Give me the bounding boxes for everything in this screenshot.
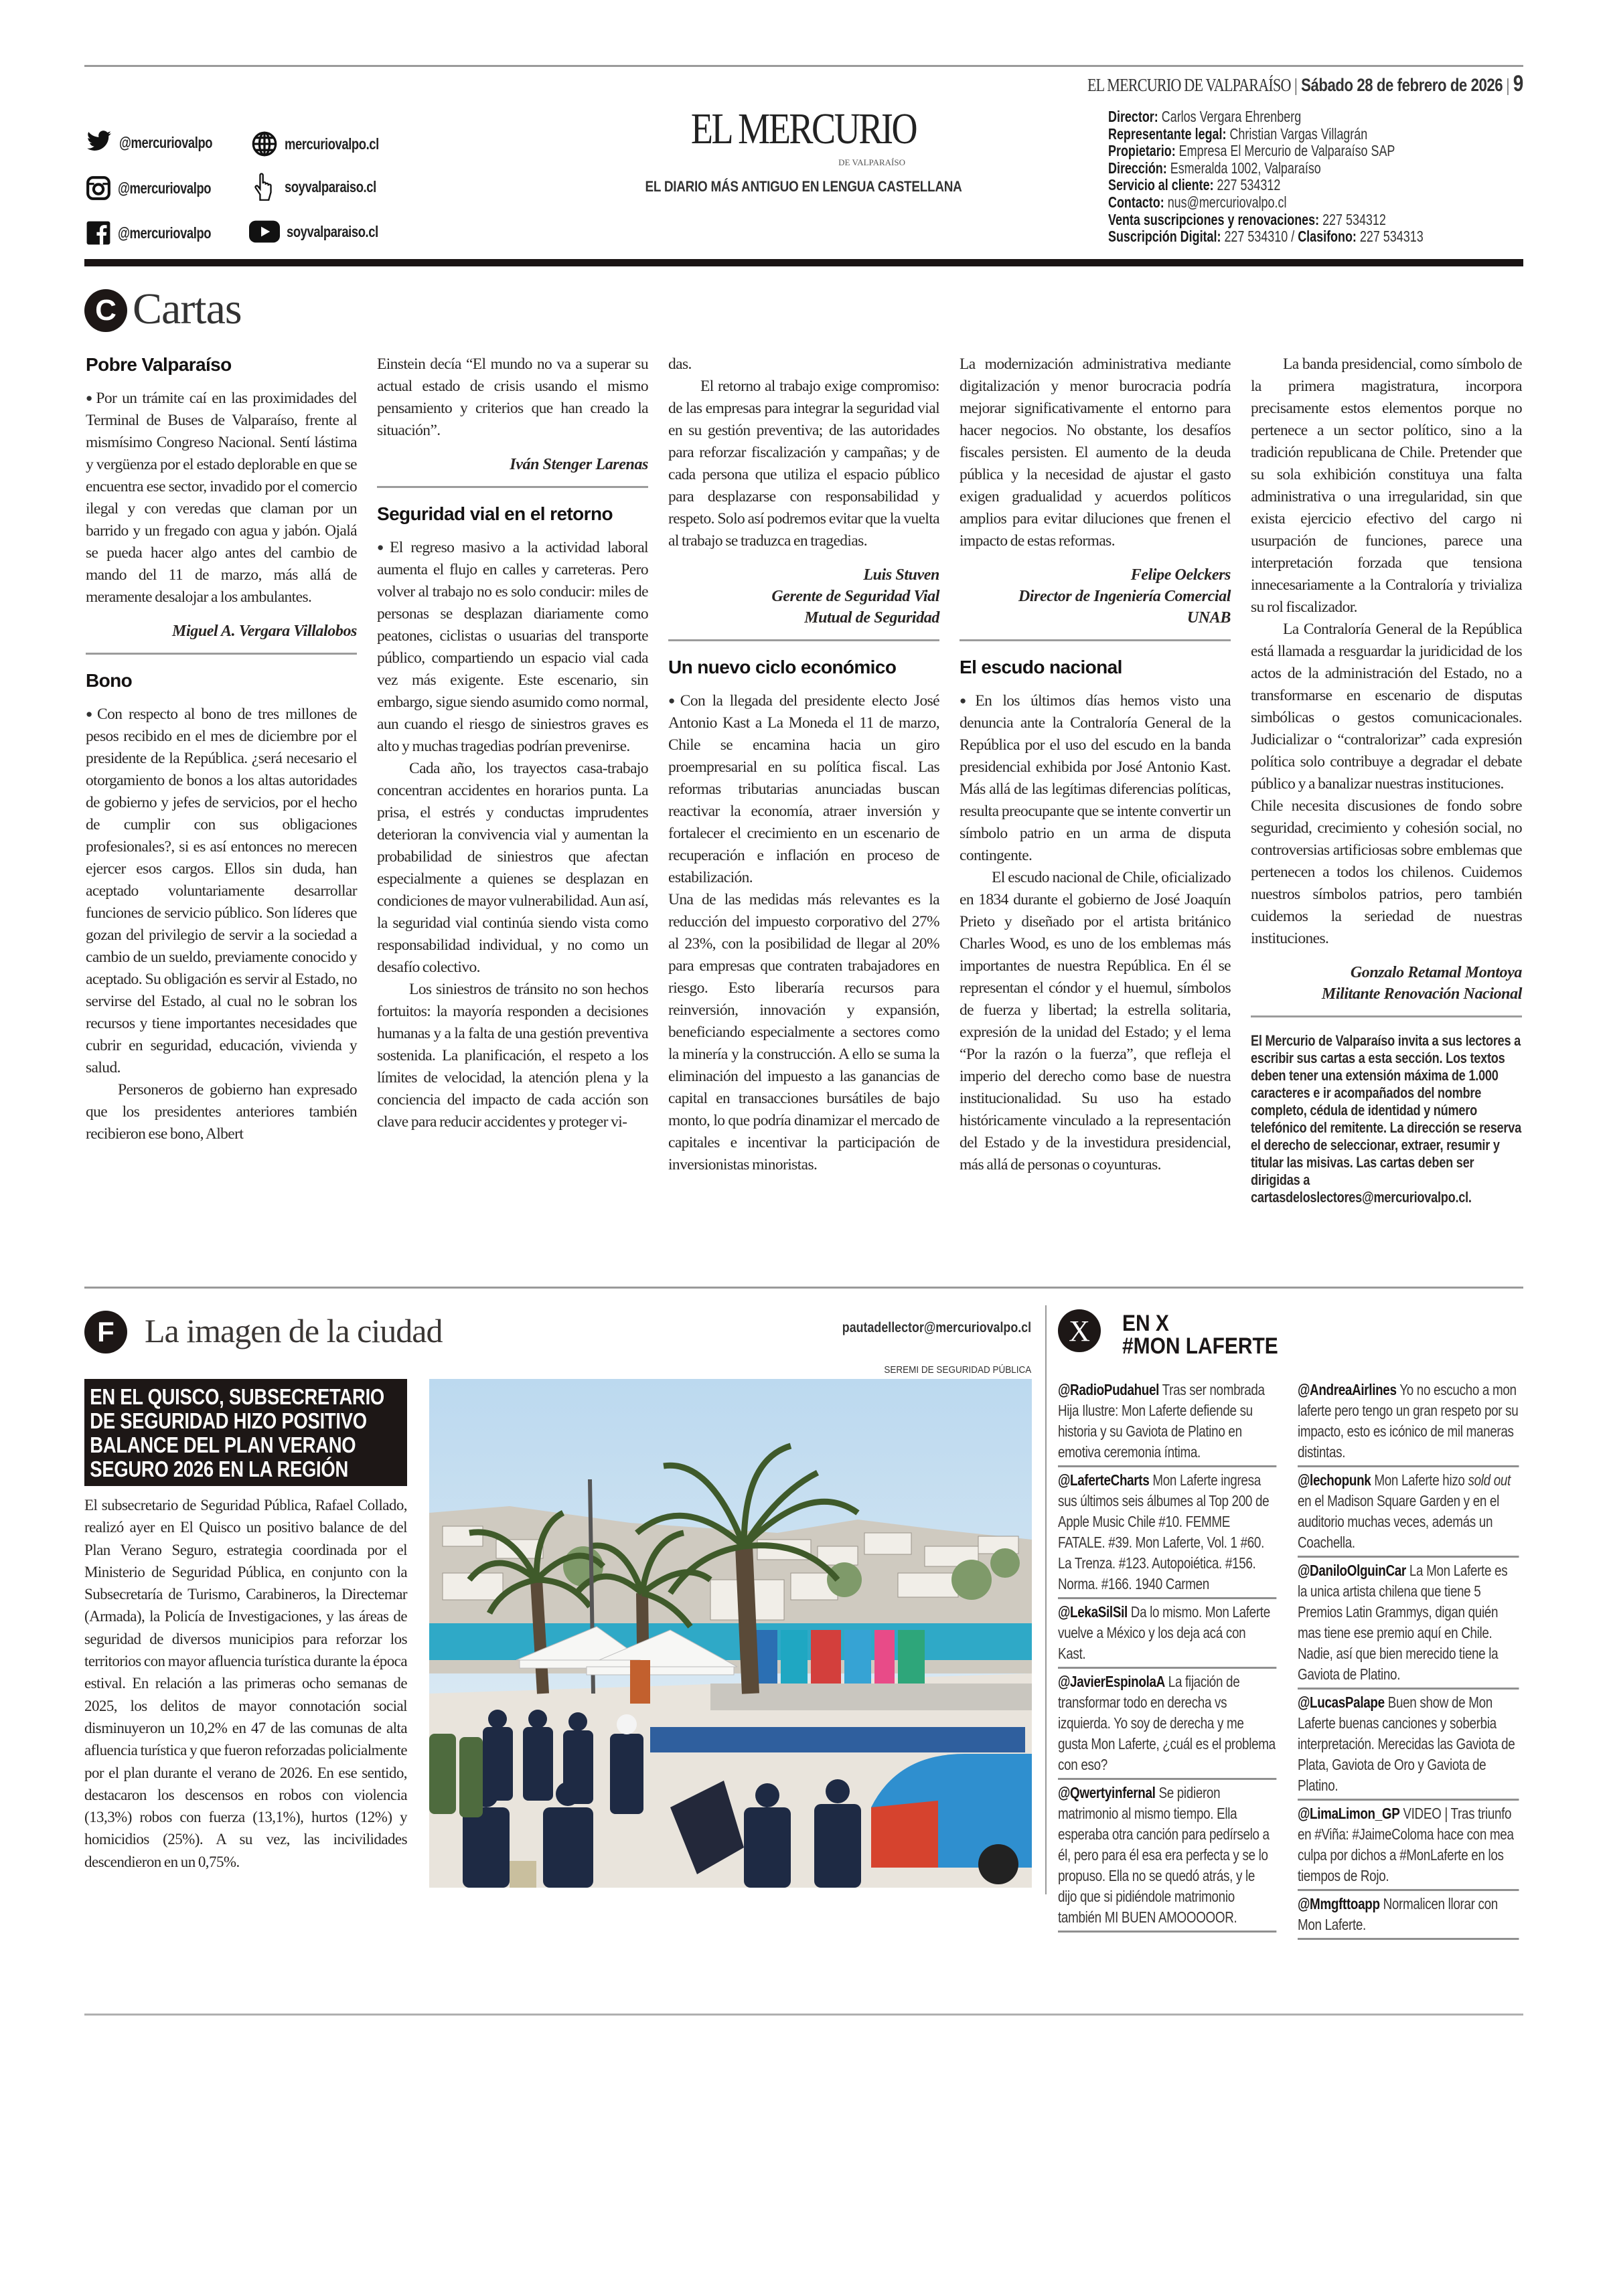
letter-paragraph: Los siniestros de tránsito no son hechos fortuitos: la mayoría responden a decisiones humanas y a la falta de una gestión preventiva sostenida. La planificación, el respeto a los límites de velocidad, la atención plena y la conciencia del impacto de cada acción son clave para reducir accidentes y proteger vi- bbox=[377, 981, 648, 1131]
paragraph-text: Por un trámite caí en las proximidades del Terminal de Buses de Valparaíso, frente al mismísimo Congreso Nacional. Sentí lástima y vergüenza por el estado deplorable en que se encuentra ese sector, invadido por el comercio ilegal y con veredas que claman por un barrido y un fregado con agua y jabón. Ojalá se pueda hacer algo antes del cambio de mando del 11 de marzo, más allá de meramente desalojar a los ambulantes. bbox=[86, 390, 357, 606]
letter-signature: Felipe Oelckers bbox=[1130, 566, 1231, 584]
paragraph-text: El regreso masivo a la actividad laboral aumenta el flujo en calles y carreteras. Pero volver al trabajo no es solo conducir: miles de personas se desplazan diariamente como peatones, ciclistas o usuarias del transporte público, compartiendo un espacio vial cada vez más exigente. Este escenario, sin embargo, sigue siendo asumido como normal, aun cuando el riesgo de siniestros graves es alto y muchas tragedias podrían prevenirse. bbox=[377, 539, 648, 755]
ciudad-photo bbox=[429, 1379, 1032, 1888]
letter-paragraph bbox=[960, 689, 1231, 867]
tweet-text: La fijación de transformar todo en derecha vs izquierda. Yo soy de derecha y me gusta Mon Laferte, ¿cuál es el problema con eso? bbox=[1058, 1673, 1276, 1773]
cartas-badge bbox=[84, 289, 127, 332]
letter-signature: Miguel A. Vergara Villalobos bbox=[172, 623, 357, 640]
tweet bbox=[1058, 1669, 1276, 1780]
photo-podium bbox=[630, 1660, 650, 1704]
letter-title: Pobre Valparaíso bbox=[86, 354, 232, 375]
tweet-text: Se pidieron matrimonio al mismo tiempo. Ella esperaba otra canción para pedírselo a él, pero para él esa era perfecta y se lo propuso. Ella no se quedó atrás, y le dijo que si pidiéndole matrimonio también MI BUEN AMOOOOOR. bbox=[1058, 1784, 1270, 1926]
staff-label: Propietario: bbox=[1108, 142, 1176, 160]
letter-divider bbox=[668, 639, 939, 641]
letter-title: Seguridad vial en el retorno bbox=[377, 503, 613, 524]
staff-line bbox=[1108, 160, 1474, 177]
tweets-column-1 bbox=[1058, 1377, 1276, 1933]
letter-paragraph: das. bbox=[668, 355, 692, 373]
letter-paragraph bbox=[86, 387, 357, 608]
page-number: 9 bbox=[1513, 71, 1523, 96]
letter-paragraph: Una de las medidas más relevantes es la reducción del impuesto corporativo del 27% al 23%, con la posibilidad de llegar al 20% para empresas que contraten trabajadores en riesgo. Esto liberaría recursos para reinversión, innovación y expansión, beneficiando especialmente a sectores como la minería y la construcción. A ello se suma la eliminación del impuesto a las ganancias de capital en transacciones bursátiles de bajo monto, lo que podría dinamizar el mercado de capitales e incentivar la participación de inversionistas minoristas. bbox=[668, 891, 939, 1173]
tweet-user[interactable]: @Qwertyinfernal bbox=[1058, 1784, 1156, 1801]
social-handle: soyvalparaiso.cl bbox=[287, 222, 378, 240]
section-divider bbox=[84, 1287, 1523, 1289]
logo-sub: DE VALPARAÍSO bbox=[838, 157, 905, 167]
bullet-icon: ● bbox=[377, 541, 389, 554]
staff-value: Empresa El Mercurio de Valparaíso SAP bbox=[1178, 142, 1395, 160]
en-x-title-line1: EN X bbox=[1122, 1311, 1169, 1336]
social-youtube[interactable] bbox=[249, 220, 401, 244]
staff-label: Director: bbox=[1108, 108, 1158, 125]
hand-pointer-icon bbox=[251, 171, 278, 202]
social-handle: soyvalparaiso.cl bbox=[285, 177, 376, 195]
letter-paragraph: Personeros de gobierno han expresado que los presidentes anteriores también recibieron ese bono, Albert bbox=[86, 1081, 357, 1143]
social-instagram[interactable] bbox=[86, 175, 234, 201]
social-handle: mercuriovalpo.cl bbox=[285, 135, 379, 153]
letter-title: Bono bbox=[86, 670, 133, 691]
paragraph-text: Con la llegada del presidente electo José Antonio Kast a La Moneda el 11 de marzo, Chile se encamina hacia un giro proempresarial en su política fiscal. Las reformas tributarias anunciadas buscan reactivar la economía, atraer inversión y fortalecer el crecimiento en un escenario de recuperación e inflación en proceso de estabilización. bbox=[668, 692, 940, 886]
tweet-user[interactable]: @Mmgfttoapp bbox=[1298, 1895, 1380, 1912]
tweet-user[interactable]: @RadioPudahuel bbox=[1058, 1381, 1160, 1398]
letters-column-3 bbox=[668, 353, 939, 1176]
letter-signature-role: Gerente de Seguridad Vial bbox=[771, 588, 939, 605]
tweet-user[interactable]: @lechopunk bbox=[1298, 1471, 1371, 1489]
letter-divider bbox=[377, 486, 648, 488]
tweet bbox=[1298, 1377, 1519, 1467]
letter-paragraph bbox=[86, 703, 357, 1079]
en-x-title bbox=[1122, 1312, 1278, 1358]
staff-label: Clasifono: bbox=[1298, 228, 1357, 246]
letter-title: Un nuevo ciclo económico bbox=[668, 657, 897, 677]
contact-email[interactable]: nus@mercuriovalpo.cl bbox=[1167, 193, 1287, 211]
tweet-text: La Mon Laferte es la unica artista chilena que tiene 5 Premios Latin Grammys, digan quién mas tiene ese premio aquí en Chile. Nadie, así que bien merecido tiene la Gaviota de Platino. bbox=[1298, 1562, 1508, 1683]
letter-signature: Gonzalo Retamal Montoya bbox=[1350, 964, 1522, 981]
dateline-sep: | bbox=[1290, 75, 1301, 95]
staff-line bbox=[1108, 108, 1474, 126]
staff-value: 227 534310 / bbox=[1224, 228, 1295, 246]
staff-value: 227 534312 bbox=[1217, 176, 1281, 194]
logo-name: EL MERCURIO bbox=[690, 104, 917, 153]
letter-paragraph: Chile necesita discusiones de fondo sobre seguridad, crecimiento y cohesión social, no controversias artificiosas sobre emblemas que pertenecen a todos los chilenos. Cuidemos nuestros símbolos patrios, pero también cuidemos la seriedad de nuestras instituciones. bbox=[1251, 797, 1522, 947]
dateline-date: Sábado 28 de febrero de 2026 bbox=[1300, 75, 1503, 95]
tweet bbox=[1298, 1467, 1519, 1558]
tweet bbox=[1298, 1891, 1519, 1940]
letter-title: El escudo nacional bbox=[960, 657, 1122, 677]
letter-paragraph: El escudo nacional de Chile, oficializado en 1834 durante el gobierno de José Joaquín Prieto y diseñado por el artista británico Charles Wood, es uno de los emblemas más importantes de nuestra República. En él se representan el cóndor y el huemul, símbolos de fuerza y libertad; la estrella solitaria, expresión de la unidad del Estado; y el lema “Por la razón o la fuerza”, que refleja el imperio del derecho como base de nuestra institucionalidad. Su uso ha estado históricamente vinculado a la representación del Estado y de la investidura presidencial, más allá de personas o coyunturas. bbox=[960, 869, 1231, 1173]
staff-value: 227 534313 bbox=[1359, 228, 1424, 246]
letter-paragraph bbox=[377, 536, 648, 758]
staff-value: Christian Vargas Villagrán bbox=[1229, 125, 1368, 143]
tweet-user[interactable]: @AndreaAirlines bbox=[1298, 1381, 1397, 1398]
letters-column-2 bbox=[377, 353, 648, 1133]
youtube-icon bbox=[249, 220, 280, 244]
staff-label: Representante legal: bbox=[1108, 125, 1227, 143]
tweet-text: Da lo mismo. Mon Laferte vuelve a México y los deja acá con Kast. bbox=[1058, 1603, 1270, 1662]
header-bar bbox=[84, 259, 1523, 266]
staff-value: Carlos Vergara Ehrenberg bbox=[1161, 108, 1302, 125]
instagram-icon bbox=[86, 175, 111, 201]
facebook-icon bbox=[86, 220, 111, 246]
letter-paragraph bbox=[668, 689, 939, 889]
letter-paragraph: La banda presidencial, como símbolo de la primera magistratura, incorpora precisamente estos elementos porque no pertenece a un sector político, sino a la tradición republicana de Chile. Pretender que su sola exhibición constituya una falta administrativa o una irregularidad, sin que exista ejercicio efectivo del cargo ni usurpación de funciones, parece una interpretación forzada que tensiona innecesariamente a la Contraloría y trivializa su rol fiscalizador. bbox=[1251, 355, 1522, 616]
tweet-user[interactable]: @LaferteCharts bbox=[1058, 1471, 1150, 1489]
photo-credit: SEREMI DE SEGURIDAD PÚBLICA bbox=[884, 1364, 1031, 1376]
tagline bbox=[603, 178, 1004, 195]
tweet bbox=[1298, 1690, 1519, 1801]
top-rule bbox=[84, 65, 1523, 67]
letter-signature-role: Director de Ingeniería Comercial bbox=[1018, 588, 1231, 605]
tweet bbox=[1298, 1558, 1519, 1690]
staff-label: Dirección: bbox=[1108, 159, 1167, 177]
social-facebook[interactable] bbox=[86, 220, 234, 246]
staff-line bbox=[1108, 143, 1474, 160]
letter-divider bbox=[1251, 1015, 1522, 1017]
masthead-logo bbox=[616, 104, 991, 171]
letter-paragraph: La Contraloría General de la República está llamada a resguardar la juridicidad de los actos de la administración del Estado, no a transformarse en escenario de disputas simbólicas o gestos comunicacionales. Judicializar o “contralorizar” cada expresión política solo contribuye a degradar el debate público y a banalizar nuestras instituciones. bbox=[1251, 621, 1522, 793]
staff-label: Servicio al cliente: bbox=[1108, 176, 1214, 194]
social-twitter[interactable] bbox=[86, 131, 236, 155]
paragraph-text: Con respecto al bono de tres millones de pesos recibido en el mes de diciembre por el presidente de la República. ¿será necesario el otorgamiento de bonos a los altas autoridades de gobierno y jefes de servicios, por el hecho de cumplir con sus obligaciones profesionales?, si es así entonces no merecen ejercer esos cargos. Ellos sin duda, han aceptado voluntariamente desarrollar funciones de servicio público. Son líderes que gozan del privilegio de servir a la sociedad a cambio de un sueldo, previamente conocido y aceptado. Su obligación es servir al Estado, no servirse del Estado, al cual no le sobran los recursos y tiene importantes necesidades que cubrir en seguridad, educación, vivienda y salud. bbox=[86, 706, 357, 1076]
letters-submission-note: El Mercurio de Valparaíso invita a sus lectores a escribir sus cartas a esta sección. Los textos deben tener una extensión máxima de 1.000 caracteres e ir acompañados del nombre completo, cédula de identidad y número telefónico del remitente. La dirección se reserva el derecho de seleccionar, extraer, resumir y titular las misivas. Las cartas deben ser dirigidas a cartasdeloslectores@mercuriovalpo.cl. bbox=[1251, 1032, 1521, 1206]
x-logo-icon: X bbox=[1069, 1314, 1090, 1347]
staff-line bbox=[1108, 194, 1474, 212]
tweet bbox=[1058, 1467, 1276, 1599]
letter-paragraph: Einstein decía “El mundo no va a superar su actual estado de crisis usando el mismo pensamiento y criterios que han creado la situación”. bbox=[377, 355, 648, 439]
letter-divider bbox=[86, 653, 357, 655]
photo-sea bbox=[429, 1623, 1032, 1660]
tweet-text: Mon Laferte ingresa sus últimos seis álbumes al Top 200 de Apple Music Chile #10. FEMME FATALE. #39. Mon Laferte, Vol. 1 #60. La Trenza. #123. Autopoiética. #156. Norma. #166. 1940 Carmen bbox=[1058, 1471, 1270, 1592]
tweet-text: Mon Laferte hizo bbox=[1371, 1471, 1468, 1489]
vertical-divider bbox=[1045, 1305, 1047, 1894]
staff-line bbox=[1108, 126, 1474, 143]
tweet bbox=[1298, 1801, 1519, 1891]
letter-signature-role: Militante Renovación Nacional bbox=[1321, 985, 1522, 1003]
dateline-sep-2: | bbox=[1502, 75, 1513, 95]
staff-value: Esmeralda 1002, Valparaíso bbox=[1170, 159, 1321, 177]
tweet-text: VIDEO | Tras triunfo en #Viña: #JaimeColoma hace con mea culpa por dichos a #MonLaferte en los tiempos de Rojo. bbox=[1298, 1805, 1514, 1884]
social-handle: @mercuriovalpo bbox=[118, 224, 212, 242]
ciudad-headline-box bbox=[84, 1379, 407, 1486]
badge-letter: F bbox=[97, 1316, 114, 1347]
staff-line bbox=[1108, 228, 1474, 246]
tweet-text: Tras ser nombrada Hija Ilustre: Mon Laferte defiende su historia y su Gaviota de Platino en emotiva ceremonia íntima. bbox=[1058, 1381, 1265, 1461]
letter-paragraph: El retorno al trabajo exige compromiso: de las empresas para integrar la seguridad vial en su gestión preventiva; de las autoridades para reforzar fiscalización y campañas; y de cada persona que utiliza el espacio público para desplazarse con responsabilidad y respeto. Solo así podremos evitar que la vuelta al trabajo se traduzca en tragedias. bbox=[668, 378, 939, 550]
x-badge bbox=[1058, 1309, 1101, 1352]
ciudad-headline: EN EL QUISCO, SUBSECRETARIO DE SEGURIDAD HIZO POSITIVO BALANCE DEL PLAN VERANO SEGURO 2026 EN LA REGIÓN bbox=[90, 1384, 384, 1481]
social-handle: @mercuriovalpo bbox=[119, 133, 213, 151]
section-title-ciudad: La imagen de la ciudad bbox=[145, 1312, 443, 1349]
bullet-icon: ● bbox=[86, 708, 96, 720]
photo-carabineros bbox=[429, 1734, 483, 1817]
bullet-icon: ● bbox=[86, 392, 95, 404]
letter-signature-org: UNAB bbox=[1187, 609, 1231, 627]
tweet bbox=[1058, 1599, 1276, 1669]
tweet-italic: sold out bbox=[1468, 1471, 1511, 1489]
bottom-rule bbox=[84, 2014, 1523, 2016]
letter-signature: Iván Stenger Larenas bbox=[510, 456, 648, 473]
section-title-cartas: Cartas bbox=[133, 284, 242, 333]
badge-letter: C bbox=[95, 294, 117, 327]
staff-value: 227 534312 bbox=[1322, 210, 1386, 228]
staff-label: Contacto: bbox=[1108, 193, 1164, 211]
staff-box bbox=[1108, 108, 1474, 246]
tweet-user[interactable]: @DaniloOlguinCar bbox=[1298, 1562, 1406, 1579]
tweet bbox=[1058, 1377, 1276, 1467]
letter-paragraph: Cada año, los trayectos casa-trabajo concentran accidentes en horarios punta. La prisa, el estrés y conductas imprudentes deterioran la convivencia vial y aumentan la probabilidad de siniestros que afectan especialmente a quienes se desplazan en condiciones de mayor vulnerabilidad. Aun así, la seguridad vial continúa siendo vista como responsabilidad individual, y no como un desafío colectivo. bbox=[377, 760, 648, 976]
letter-signature-org: Mutual de Seguridad bbox=[804, 609, 939, 627]
staff-line bbox=[1108, 177, 1474, 194]
letters-column-1 bbox=[86, 353, 357, 1145]
letter-signature: Luis Stuven bbox=[863, 566, 939, 584]
tagline-text: EL DIARIO MÁS ANTIGUO EN LENGUA CASTELLANA bbox=[645, 178, 962, 195]
staff-label: Venta suscripciones y renovaciones: bbox=[1108, 210, 1320, 228]
staff-label: Suscripción Digital: bbox=[1108, 228, 1221, 246]
en-x-title-line2: #MON LAFERTE bbox=[1122, 1333, 1278, 1359]
tweet-text-after: en el Madison Square Garden y en el auditorio muchas veces, además un Coachella. bbox=[1298, 1492, 1499, 1551]
ciudad-body: El subsecretario de Seguridad Pública, Rafael Collado, realizó ayer en El Quisco un positivo balance de del Plan Verano Seguro, estrategia coordinada por el Ministerio de Seguridad Pública, en conjunto con la Subsecretaría de Turismo, Carabineros, la Directemar (Armada), la Policía de Investigaciones, y las áreas de seguridad de diversos municipios para reforzar los territorios con mayor afluencia turística durante la época estival. En relación a las primeras ocho semanas de 2025, los delitos de mayor connotación social disminuyeron un 10,2% en 47 de las comunas de alta afluencia turística y que fueron reforzadas policialmente por el plan durante el verano de 2026. En ese sentido, destacaron los descensos en robos con violencia (13,3%) robos con fuerza (13,1%), hurtos (12%) y homicidios (25%). A su vez, las incivilidades descendieron en un 0,75%. bbox=[84, 1497, 407, 1870]
staff-line bbox=[1108, 212, 1474, 229]
tweet-user[interactable]: @LucasPalape bbox=[1298, 1694, 1385, 1711]
dateline bbox=[1087, 71, 1523, 97]
letter-paragraph: La modernización administrativa mediante digitalización y menor burocracia podría mejorar significativamente el entorno para hacer negocios. No obstante, los desafíos fiscales persisten. El aumento de la deuda pública y la necesidad de ajustar el gasto exigen gradualidad y acuerdos políticos amplios para evitar diluciones que frenen el impacto de estas reformas. bbox=[960, 355, 1231, 550]
globe-icon bbox=[251, 131, 278, 157]
ciudad-email[interactable]: pautadellector@mercuriovalpo.cl bbox=[842, 1320, 1031, 1335]
letters-column-5 bbox=[1251, 353, 1522, 1206]
letters-column-4 bbox=[960, 353, 1231, 1176]
bullet-icon: ● bbox=[668, 694, 679, 707]
bullet-icon: ● bbox=[960, 694, 974, 707]
ciudad-badge bbox=[84, 1311, 127, 1354]
tweet-text: Normalicen llorar con Mon Laferte. bbox=[1298, 1895, 1498, 1933]
tweet-user[interactable]: @LimaLimon_GP bbox=[1298, 1805, 1400, 1822]
tweet-user[interactable]: @JavierEspinolaA bbox=[1058, 1673, 1165, 1690]
tweet-user[interactable]: @LekaSilSil bbox=[1058, 1603, 1128, 1621]
letter-divider bbox=[960, 639, 1231, 641]
tweet-text: Buen show de Mon Laferte buenas canciones y soberbia interpretación. Merecidas las Gaviota de Plata, Gaviota de Oro y Gaviota de Platino. bbox=[1298, 1694, 1515, 1794]
twitter-icon bbox=[86, 131, 112, 155]
paragraph-text: En los últimos días hemos visto una denuncia ante la Contraloría General de la República por el uso del escudo en la banda presidencial exhibida por José Antonio Kast. Más allá de las legítimas diferencias políticas, resulta preocupante que se intente convertir un símbolo patrio en un arma de disputa contingente. bbox=[960, 692, 1231, 864]
tweets-column-2 bbox=[1298, 1377, 1519, 1940]
social-soyvalparaiso[interactable] bbox=[251, 171, 399, 202]
tweet bbox=[1058, 1780, 1276, 1933]
social-web[interactable] bbox=[251, 131, 402, 157]
dateline-paper: EL MERCURIO DE VALPARAÍSO bbox=[1087, 75, 1291, 95]
tweet-text: Yo no escucho a mon laferte pero tengo un gran respeto por su impacto, esto es icónico de mil maneras distintas. bbox=[1298, 1381, 1519, 1461]
social-handle: @mercuriovalpo bbox=[118, 179, 212, 197]
